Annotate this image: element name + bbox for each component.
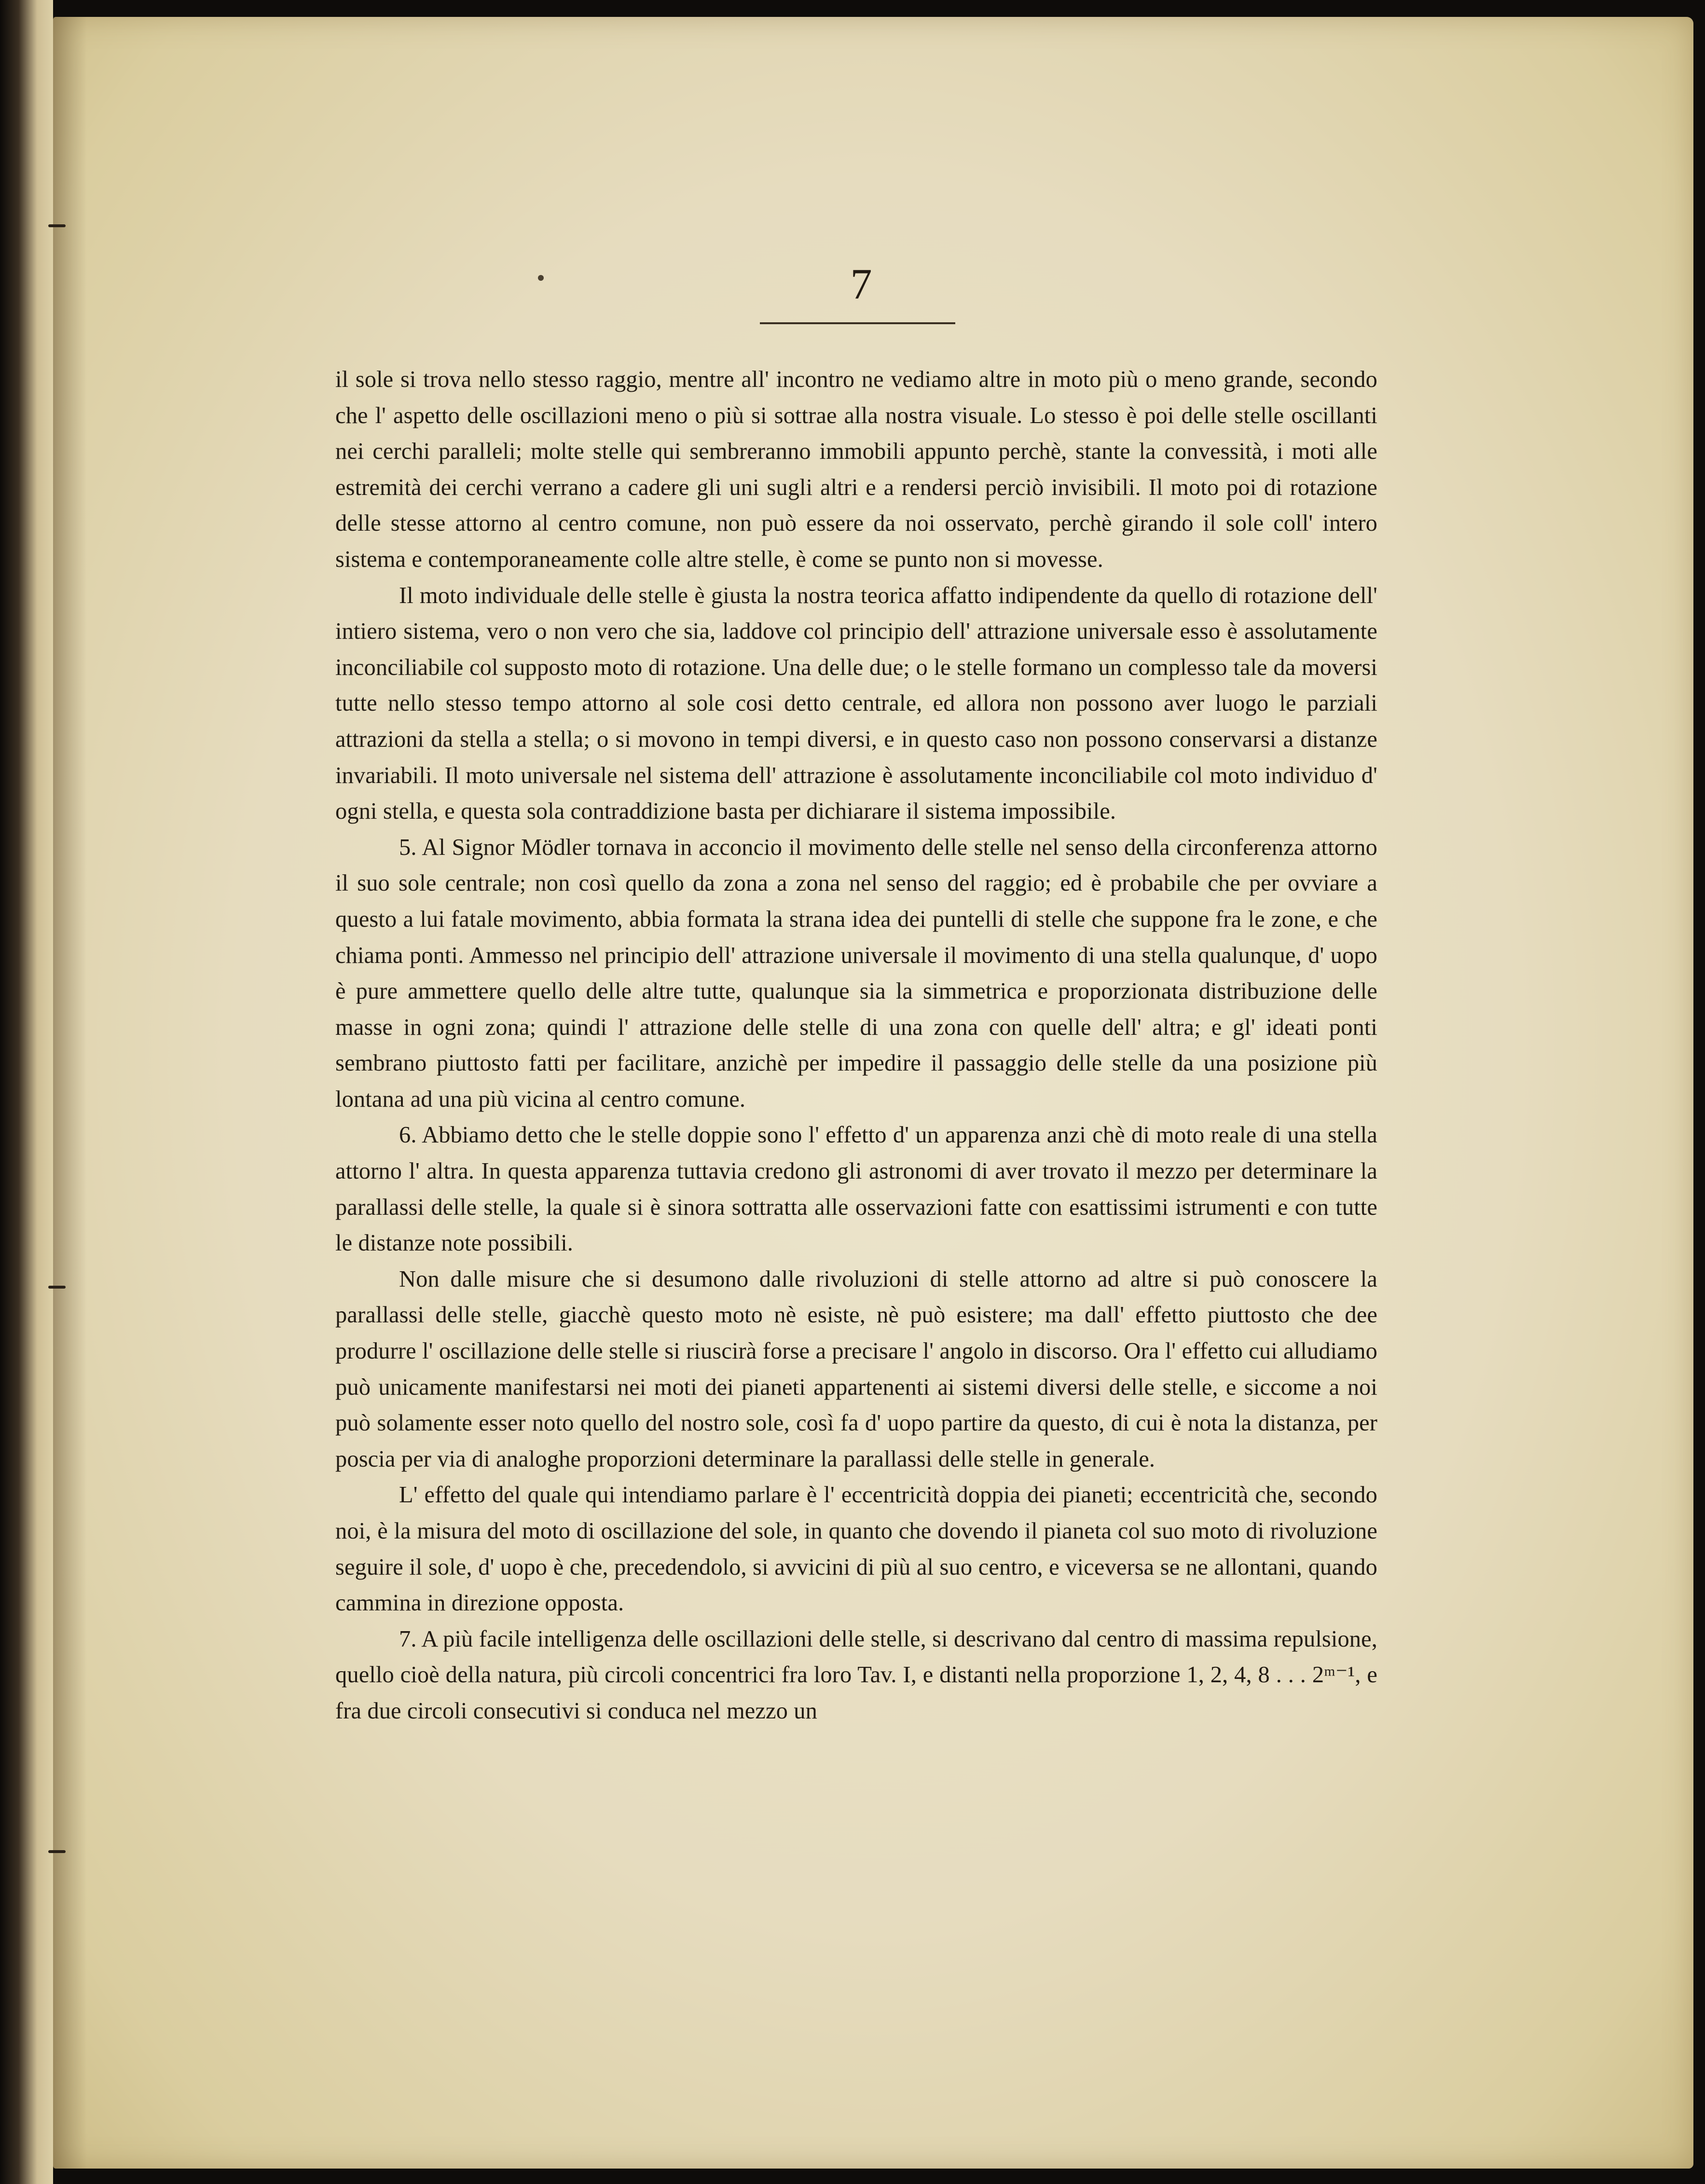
paragraph: 6. Abbiamo detto che le stelle doppie sono l' effetto d' un apparenza anzi chè di moto reale di una stella attorno l' altra. In questa apparenza tuttavia credono gli astronomi di aver trovato il mezzo per determinare la parallassi delle stelle, la quale si è sinora sottratta alle osservazioni fatte con esattissimi istrumenti e con tutte le distanze note possibili. [335,1122,1377,1256]
ink-dot-mark [538,275,544,281]
paragraph: 5. Al Signor Mödler tornava in acconcio il movimento delle stelle nel senso della circonferenza attorno il suo sole centrale; non così quello da zona a zona nel senso del raggio; ed è probabile che per ovviare a questo a lui fatale movimento, abbia formata la strana idea dei puntelli di stelle che suppone fra le zone, e che chiama ponti. Ammesso nel principio dell' attrazione universale il movimento di una stella qualunque, d' uopo è pure ammettere quello delle altre tutte, qualunque sia la simmetrica e proporzionata distribuzione delle masse in ogni zona; quindi l' attrazione delle stelle di una zona con quelle dell' altra; e gl' ideati ponti sembrano piuttosto fatti per facilitare, anzichè per impedire il passaggio delle stelle da una posizione più lontana ad una più vicina al centro comune. [335,834,1377,1112]
paragraph: L' effetto del quale qui intendiamo parlare è l' eccentricità doppia dei pianeti; eccentricità che, secondo noi, è la misura del moto di oscillazione del sole, in quanto che dovendo il pianeta col suo moto di rivoluzione seguire il sole, d' uopo è che, precedendolo, si avvicini di più al suo centro, e viceversa se ne allontani, quando cammina in direzione opposta. [335,1482,1377,1616]
page-number: 7 [850,261,872,308]
paragraph: 7. A più facile intelligenza delle oscillazioni delle stelle, si descrivano dal centro di massima repulsione, quello cioè della natura, più circoli concentrici fra loro Tav. I, e distanti nella proporzione 1, 2, 4, 8 . . . 2ᵐ⁻¹, e fra due circoli consecutivi si conduca nel mezzo un [335,1626,1377,1724]
book-spine-edge [0,0,53,2184]
paragraph: Il moto individuale delle stelle è giusta la nostra teorica affatto indipendente da quello di rotazione dell' intiero sistema, vero o non vero che sia, laddove col principio dell' attrazione universale esso è assolutamente inconciliabile col supposto moto di rotazione. Una delle due; o le stelle formano un complesso tale da moversi tutte nello stesso tempo attorno al sole cosi detto centrale, ed allora non possono aver luogo le parziali attrazioni da stella a stella; o si movono in tempi diversi, e in questo caso non possono conservarsi a distanze invariabili. Il moto universale nel sistema dell' attrazione è assolutamente inconciliabile col moto individuo d' ogni stella, e questa sola contraddizione basta per dichiarare il sistema impossibile. [335,582,1377,824]
binding-stitch [48,1286,66,1289]
header-rule [760,322,955,324]
body-text [335,362,1377,1730]
paragraph: Non dalle misure che si desumono dalle rivoluzioni di stelle attorno ad altre si può conoscere la parallassi delle stelle, giacchè questo moto nè esiste, nè può esistere; ma dall' effetto piuttosto che dee produrre l' oscillazione delle stelle si riuscirà forse a precisare l' angolo in discorso. Ora l' effetto cui alludiamo può unicamente manifestarsi nei moti dei pianeti appartenenti ai sistemi diversi delle stelle, e siccome a noi può solamente esser noto quello del nostro sole, così fa d' uopo partire da questo, di cui è nota la distanza, per poscia per via di analoghe proporzioni determinare la parallassi delle stelle in generale. [335,1266,1377,1472]
binding-stitch [48,224,66,227]
page-gutter-shadow [53,17,87,2169]
paragraph: il sole si trova nello stesso raggio, mentre all' incontro ne vediamo altre in moto più o meno grande, secondo che l' aspetto delle oscillazioni meno o più si sottrae alla nostra visuale. Lo stesso è poi delle stelle oscillanti nei cerchi paralleli; molte stelle qui sembreranno immobili appunto perchè, stante la convessità, i moti alle estremità dei cerchi verrano a cadere gli uni sugli altri e a rendersi perciò invisibili. Il moto poi di rotazione delle stesse attorno al centro comune, non può essere da noi osservato, perchè girando il sole coll' intero sistema e contemporaneamente colle altre stelle, è come se punto non si movesse. [335,367,1377,572]
binding-stitch [48,1850,66,1853]
